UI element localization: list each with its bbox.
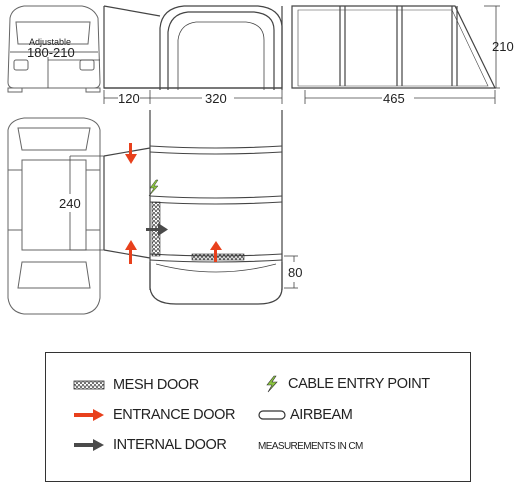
units-note-label: MEASUREMENTS IN CM (258, 441, 363, 452)
entrance-door-arrow-bottom (125, 240, 137, 264)
mesh-door-front (192, 254, 244, 260)
legend-internal-door (73, 437, 227, 453)
legend-cable-entry (264, 375, 430, 393)
car-height-label: Adjustable (29, 37, 72, 47)
internal-arrow-icon (73, 439, 105, 451)
canopy-depth: 80 (288, 265, 303, 280)
legend (45, 352, 471, 482)
awning-height: 210 (492, 39, 514, 54)
side-length: 465 (383, 91, 405, 106)
entrance-door-arrow-top (125, 143, 137, 164)
awning-front-view (104, 6, 282, 90)
awning-side-view (292, 6, 495, 88)
legend-mesh-door (73, 377, 199, 393)
entrance-arrow-icon (73, 409, 105, 421)
airbeam-icon (258, 409, 286, 421)
cable-bolt-icon (264, 375, 280, 393)
front-width-main: 320 (205, 91, 227, 106)
legend-entrance-door (73, 407, 235, 423)
front-width-left: 120 (118, 91, 140, 106)
legend-units-note (258, 441, 363, 452)
canopy-plan (150, 262, 282, 304)
car-height-range: 180-210 (27, 45, 75, 60)
internal-door-label: INTERNAL DOOR (113, 437, 227, 453)
mesh-door-icon (73, 380, 105, 390)
airbeam-label: AIRBEAM (290, 407, 353, 423)
cable-entry-label: CABLE ENTRY POINT (288, 376, 430, 392)
legend-airbeam (258, 407, 352, 423)
plan-depth: 240 (59, 196, 81, 211)
entrance-door-label: ENTRANCE DOOR (113, 407, 236, 423)
mesh-door-label: MESH DOOR (113, 377, 199, 393)
car-top-view (8, 118, 100, 314)
